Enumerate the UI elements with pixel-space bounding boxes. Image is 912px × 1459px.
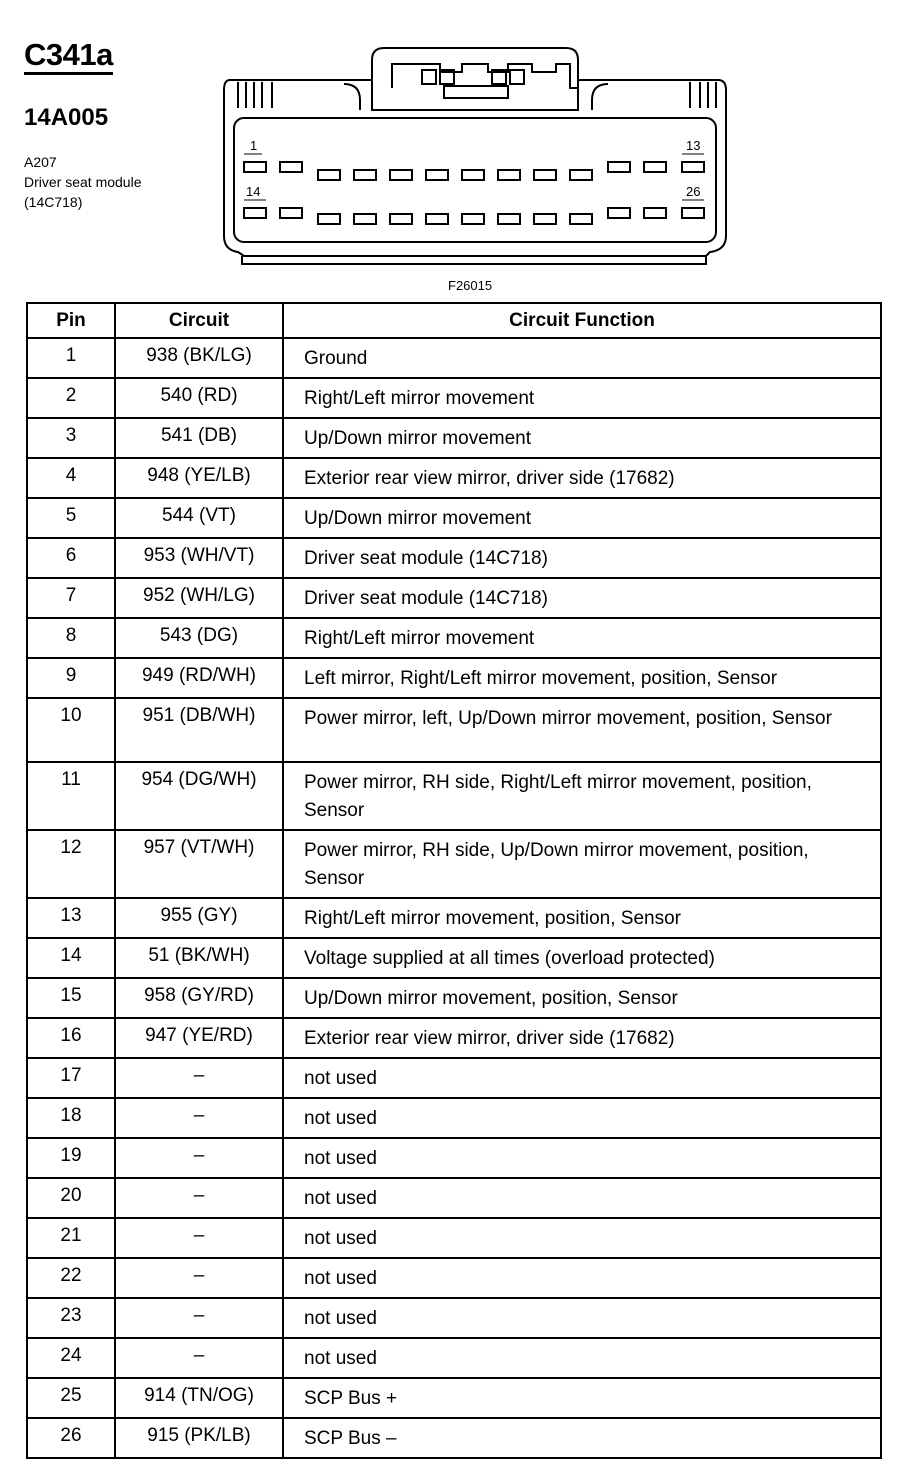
function-cell: not used xyxy=(283,1258,881,1298)
table-row xyxy=(27,1338,881,1378)
circuit-cell: – xyxy=(115,1218,283,1258)
circuit-cell: 952 (WH/LG) xyxy=(115,578,283,618)
pin-slot xyxy=(608,162,630,172)
pin-cell: 16 xyxy=(27,1018,115,1058)
table-row xyxy=(27,458,881,498)
pin-slot xyxy=(534,170,556,180)
function-cell: not used xyxy=(283,1058,881,1098)
function-cell: Up/Down mirror movement xyxy=(283,418,881,458)
function-cell: SCP Bus – xyxy=(283,1418,881,1458)
table-row xyxy=(27,498,881,538)
table-row xyxy=(27,578,881,618)
circuit-cell: 915 (PK/LB) xyxy=(115,1418,283,1458)
circuit-cell: 541 (DB) xyxy=(115,418,283,458)
pin-cell: 1 xyxy=(27,338,115,378)
circuit-cell: – xyxy=(115,1258,283,1298)
function-cell: Power mirror, RH side, Right/Left mirror movement, position, Sensor xyxy=(283,762,881,830)
pin-cell: 26 xyxy=(27,1418,115,1458)
pin-label-13: 13 xyxy=(686,138,701,153)
function-cell: not used xyxy=(283,1218,881,1258)
pin-slot xyxy=(244,162,266,172)
table-row xyxy=(27,618,881,658)
table-row xyxy=(27,938,881,978)
table-row xyxy=(27,418,881,458)
function-cell: Power mirror, RH side, Up/Down mirror movement, position, Sensor xyxy=(283,830,881,898)
pin-cell: 3 xyxy=(27,418,115,458)
table-row xyxy=(27,762,881,830)
pin-cell: 6 xyxy=(27,538,115,578)
function-cell: Voltage supplied at all times (overload protected) xyxy=(283,938,881,978)
circuit-cell: 947 (YE/RD) xyxy=(115,1018,283,1058)
function-cell: not used xyxy=(283,1098,881,1138)
function-cell: not used xyxy=(283,1298,881,1338)
pin-slot xyxy=(244,208,266,218)
pin-slot xyxy=(280,162,302,172)
component-part: (14C718) xyxy=(24,194,83,210)
connector-diagram xyxy=(0,0,912,300)
pin-cell: 23 xyxy=(27,1298,115,1338)
function-cell: Ground xyxy=(283,338,881,378)
pin-slot xyxy=(608,208,630,218)
pin-slot xyxy=(682,162,704,172)
circuit-cell: 938 (BK/LG) xyxy=(115,338,283,378)
circuit-cell: 954 (DG/WH) xyxy=(115,762,283,830)
pin-slot xyxy=(318,170,340,180)
pin-slot xyxy=(318,214,340,224)
pin-cell: 17 xyxy=(27,1058,115,1098)
pin-slot xyxy=(644,208,666,218)
table-header-row xyxy=(27,303,881,338)
pin-slot xyxy=(462,214,484,224)
function-cell: Right/Left mirror movement, position, Sensor xyxy=(283,898,881,938)
function-cell: Driver seat module (14C718) xyxy=(283,578,881,618)
component-code: A207 xyxy=(24,154,57,170)
connector-id: C341a xyxy=(24,38,113,75)
pin-slot xyxy=(354,170,376,180)
table-row xyxy=(27,1218,881,1258)
pin-label-14: 14 xyxy=(246,184,261,199)
pin-cell: 24 xyxy=(27,1338,115,1378)
table-row xyxy=(27,338,881,378)
pin-slot xyxy=(390,170,412,180)
figure-id: F26015 xyxy=(448,278,493,293)
pin-slot xyxy=(644,162,666,172)
pin-slot xyxy=(498,170,520,180)
latch-bridge xyxy=(444,86,508,98)
circuit-cell: 951 (DB/WH) xyxy=(115,698,283,762)
pin-cell: 9 xyxy=(27,658,115,698)
circuit-cell: 953 (WH/VT) xyxy=(115,538,283,578)
table-row xyxy=(27,378,881,418)
pin-cell: 8 xyxy=(27,618,115,658)
header-circuit-function: Circuit Function xyxy=(283,303,881,338)
pin-slot xyxy=(570,170,592,180)
circuit-cell: 543 (DG) xyxy=(115,618,283,658)
function-cell: not used xyxy=(283,1178,881,1218)
table-row xyxy=(27,830,881,898)
pin-slot xyxy=(534,214,556,224)
part-number: 14A005 xyxy=(24,104,109,131)
circuit-cell: 949 (RD/WH) xyxy=(115,658,283,698)
pin-slot xyxy=(280,208,302,218)
circuit-cell: 958 (GY/RD) xyxy=(115,978,283,1018)
header-pin: Pin xyxy=(27,303,115,338)
pin-cell: 25 xyxy=(27,1378,115,1418)
circuit-cell: 914 (TN/OG) xyxy=(115,1378,283,1418)
circuit-cell: – xyxy=(115,1178,283,1218)
circuit-cell: – xyxy=(115,1058,283,1098)
pin-cell: 10 xyxy=(27,698,115,762)
function-cell: Up/Down mirror movement, position, Sensor xyxy=(283,978,881,1018)
circuit-cell: 955 (GY) xyxy=(115,898,283,938)
table-row xyxy=(27,1058,881,1098)
table-row xyxy=(27,978,881,1018)
pin-cell: 13 xyxy=(27,898,115,938)
pin-slot xyxy=(354,214,376,224)
pin-slot xyxy=(462,170,484,180)
function-cell: Power mirror, left, Up/Down mirror movement, position, Sensor xyxy=(283,698,881,762)
connector-housing xyxy=(224,80,726,256)
pin-slot xyxy=(426,214,448,224)
table-row xyxy=(27,1018,881,1058)
function-cell: Up/Down mirror movement xyxy=(283,498,881,538)
pinout-table xyxy=(26,302,882,1459)
function-cell: Right/Left mirror movement xyxy=(283,378,881,418)
pin-label-26: 26 xyxy=(686,184,701,199)
pin-cell: 15 xyxy=(27,978,115,1018)
table-row xyxy=(27,1138,881,1178)
table-row xyxy=(27,1098,881,1138)
pin-cell: 2 xyxy=(27,378,115,418)
function-cell: not used xyxy=(283,1138,881,1178)
table-row xyxy=(27,1418,881,1458)
function-cell: Right/Left mirror movement xyxy=(283,618,881,658)
component-name: Driver seat module xyxy=(24,174,142,190)
function-cell: not used xyxy=(283,1338,881,1378)
circuit-cell: 957 (VT/WH) xyxy=(115,830,283,898)
table-row xyxy=(27,698,881,762)
pin-slot xyxy=(498,214,520,224)
pin-slot xyxy=(682,208,704,218)
pin-cell: 5 xyxy=(27,498,115,538)
table-row xyxy=(27,538,881,578)
circuit-cell: 544 (VT) xyxy=(115,498,283,538)
table-row xyxy=(27,658,881,698)
circuit-cell: – xyxy=(115,1338,283,1378)
header-circuit: Circuit xyxy=(115,303,283,338)
pin-cell: 4 xyxy=(27,458,115,498)
circuit-cell: 948 (YE/LB) xyxy=(115,458,283,498)
function-cell: Left mirror, Right/Left mirror movement, position, Sensor xyxy=(283,658,881,698)
pin-cell: 19 xyxy=(27,1138,115,1178)
pin-cell: 18 xyxy=(27,1098,115,1138)
circuit-cell: – xyxy=(115,1298,283,1338)
pin-cell: 12 xyxy=(27,830,115,898)
pin-label-1: 1 xyxy=(250,138,258,153)
circuit-cell: – xyxy=(115,1098,283,1138)
table-row xyxy=(27,1178,881,1218)
pin-cell: 22 xyxy=(27,1258,115,1298)
pin-cell: 11 xyxy=(27,762,115,830)
pin-cell: 20 xyxy=(27,1178,115,1218)
table-row xyxy=(27,898,881,938)
circuit-cell: – xyxy=(115,1138,283,1178)
pin-slot xyxy=(426,170,448,180)
latch-tab-left xyxy=(422,70,436,84)
function-cell: Driver seat module (14C718) xyxy=(283,538,881,578)
pin-slot xyxy=(570,214,592,224)
latch-tab-right-2 xyxy=(510,70,524,84)
table-row xyxy=(27,1298,881,1338)
pin-slot xyxy=(390,214,412,224)
circuit-cell: 51 (BK/WH) xyxy=(115,938,283,978)
pin-cell: 14 xyxy=(27,938,115,978)
circuit-cell: 540 (RD) xyxy=(115,378,283,418)
connector-latch xyxy=(372,48,578,88)
function-cell: Exterior rear view mirror, driver side (17682) xyxy=(283,1018,881,1058)
table-row xyxy=(27,1378,881,1418)
pin-cell: 7 xyxy=(27,578,115,618)
pinout-body xyxy=(27,338,881,1458)
pin-cell: 21 xyxy=(27,1218,115,1258)
function-cell: SCP Bus + xyxy=(283,1378,881,1418)
function-cell: Exterior rear view mirror, driver side (17682) xyxy=(283,458,881,498)
table-row xyxy=(27,1258,881,1298)
